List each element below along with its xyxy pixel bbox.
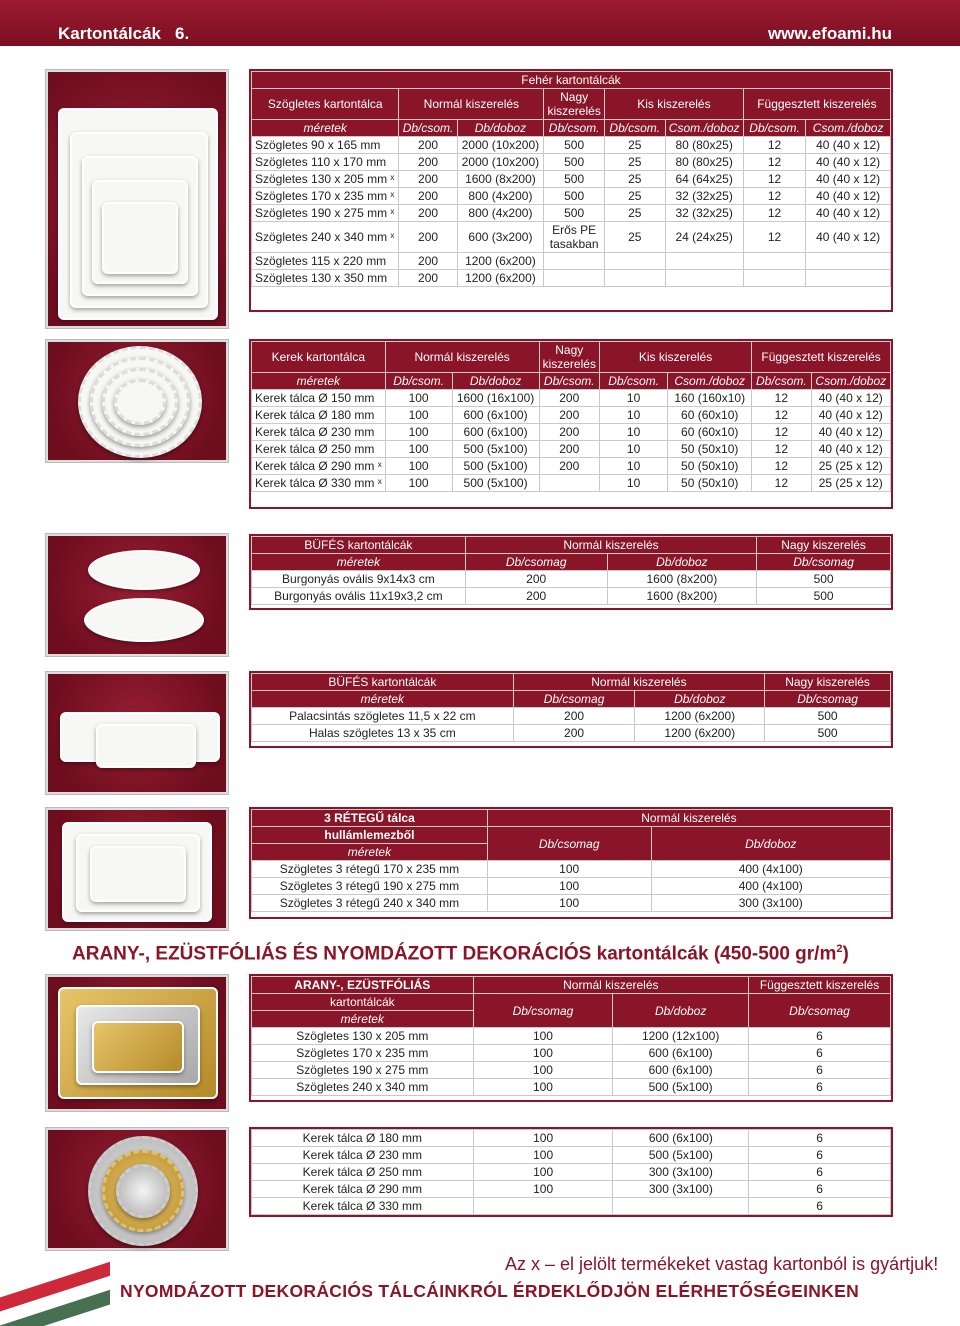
col-header: Db/doboz (613, 994, 749, 1028)
value-cell: 800 (4x200) (457, 188, 544, 205)
col-group-header: Nagy kiszerelés (539, 342, 599, 373)
product-size-cell: Szögletes 90 x 165 mm (252, 137, 399, 154)
value-cell: 100 (473, 1181, 613, 1198)
page-number: 6. (175, 24, 190, 43)
col-header: Db/csomag (513, 691, 635, 708)
col-header: Db/csomag (473, 994, 613, 1028)
col-header: Csom./doboz (806, 120, 891, 137)
value-cell: 200 (399, 171, 457, 188)
value-cell: 12 (743, 222, 805, 253)
value-cell: 100 (473, 1164, 613, 1181)
product-size-cell: Szögletes 130 x 350 mm (252, 270, 399, 287)
value-cell: 100 (487, 895, 651, 912)
col-group-header: Kerek kartontálca (252, 342, 386, 373)
value-cell: 200 (513, 708, 635, 725)
value-cell: 600 (6x100) (613, 1062, 749, 1079)
col-header: Csom./doboz (811, 373, 890, 390)
col-header: méretek (252, 554, 466, 571)
col-group-header: Normál kiszerelés (473, 977, 748, 994)
product-size-cell: Kerek tálca Ø 230 mm (252, 424, 386, 441)
value-cell: 500 (544, 137, 605, 154)
value-cell: 500 (5x100) (613, 1079, 749, 1096)
footer-contact-text: NYOMDÁZOTT DEKORÁCIÓS TÁLCÁINKRÓL ÉRDEKLŐDJÖN ELÉRHETŐSÉGEINKEN (120, 1281, 860, 1301)
value-cell: 50 (50x10) (668, 458, 752, 475)
value-cell: 25 (605, 137, 665, 154)
col-group-header: Szögletes kartontálca (252, 89, 399, 120)
table-bufe-oval (251, 536, 891, 605)
table-row (252, 188, 891, 205)
value-cell: 25 (605, 222, 665, 253)
value-cell: 12 (743, 205, 805, 222)
value-cell: 80 (80x25) (665, 137, 743, 154)
value-cell: 1200 (6x200) (457, 253, 544, 270)
product-size-cell: Szögletes 110 x 170 mm (252, 154, 399, 171)
table-gold-rect (251, 976, 891, 1096)
value-cell: 40 (40 x 12) (811, 407, 890, 424)
value-cell: 6 (749, 1198, 891, 1215)
value-cell: 100 (473, 1147, 613, 1164)
table-row (252, 407, 891, 424)
value-cell: 50 (50x10) (668, 441, 752, 458)
section-title: ARANY-, EZÜSTFÓLIÁS ÉS NYOMDÁZOTT DEKORÁCIÓS kartontálcák (450-500 $gr/m^2$) (72, 943, 849, 965)
value-cell: 200 (539, 390, 599, 407)
page-header (0, 0, 960, 46)
product-size-cell: Szögletes 170 x 235 mm ˣ (252, 188, 399, 205)
col-group-header: BÜFÉS kartontálcák (252, 537, 466, 554)
col-group-header: Kis kiszerelés (605, 89, 744, 120)
value-cell: 100 (487, 861, 651, 878)
table-row (252, 1079, 891, 1096)
value-cell: 25 (605, 188, 665, 205)
value-cell: 200 (465, 588, 607, 605)
value-cell: 80 (80x25) (665, 154, 743, 171)
col-header: méretek (252, 1011, 474, 1028)
value-cell: 1200 (6x200) (457, 270, 544, 287)
col-header: Db/doboz (457, 120, 544, 137)
thick-carton-note: Az x – el jelölt termékeket vastag kartonból is gyártjuk! (505, 1254, 939, 1274)
value-cell: 2000 (10x200) (457, 154, 544, 171)
value-cell: 10 (599, 475, 667, 492)
value-cell: 100 (385, 424, 452, 441)
table-row (252, 708, 891, 725)
value-cell: 1600 (8x200) (457, 171, 544, 188)
value-cell (544, 253, 605, 270)
photo-gold-silver-plates (46, 1128, 228, 1250)
col-header: méretek (252, 373, 386, 390)
value-cell: 12 (743, 188, 805, 205)
product-size-cell: Kerek tálca Ø 250 mm (252, 441, 386, 458)
value-cell: 10 (599, 424, 667, 441)
col-header: Db/csom. (599, 373, 667, 390)
value-cell: 500 (765, 725, 891, 742)
table-row (252, 270, 891, 287)
value-cell: 12 (752, 407, 811, 424)
value-cell: 200 (399, 270, 457, 287)
value-cell: 200 (465, 571, 607, 588)
col-header: Db/doboz (452, 373, 539, 390)
product-size-cell: Burgonyás ovális 11x19x3,2 cm (252, 588, 466, 605)
product-size-cell: Kerek tálca Ø 180 mm (252, 407, 386, 424)
product-size-cell: Kerek tálca Ø 180 mm (252, 1130, 474, 1147)
value-cell: 40 (40 x 12) (811, 424, 890, 441)
value-cell: Erős PE tasakban (544, 222, 605, 253)
table-row (252, 154, 891, 171)
value-cell: 100 (385, 441, 452, 458)
product-size-cell: Kerek tálca Ø 290 mm ˣ (252, 458, 386, 475)
value-cell: 500 (544, 154, 605, 171)
value-cell: 100 (473, 1079, 613, 1096)
value-cell: 25 (25 x 12) (811, 475, 890, 492)
value-cell: 100 (473, 1130, 613, 1147)
col-header: Db/csom. (399, 120, 457, 137)
table-row (252, 1198, 891, 1215)
product-size-cell: Szögletes 190 x 275 mm (252, 1062, 474, 1079)
value-cell: 6 (749, 1028, 891, 1045)
value-cell: 40 (40 x 12) (806, 171, 891, 188)
value-cell: 300 (3x100) (651, 895, 890, 912)
product-size-cell: Szögletes 3 rétegű 190 x 275 mm (252, 878, 488, 895)
col-header: Db/csom. (385, 373, 452, 390)
table-row (252, 205, 891, 222)
value-cell: 600 (6x100) (452, 407, 539, 424)
value-cell: 100 (385, 390, 452, 407)
value-cell: 500 (757, 588, 891, 605)
table-row (252, 171, 891, 188)
table-row (252, 137, 891, 154)
photo-oval-trays (46, 534, 228, 656)
product-size-cell: Palacsintás szögletes 11,5 x 22 cm (252, 708, 514, 725)
value-cell: 100 (385, 407, 452, 424)
product-size-cell: Szögletes 130 x 205 mm (252, 1028, 474, 1045)
value-cell: 200 (399, 205, 457, 222)
col-header: méretek (252, 844, 488, 861)
value-cell: 1200 (6x200) (635, 708, 765, 725)
product-size-cell: Szögletes 130 x 205 mm ˣ (252, 171, 399, 188)
table-caption: Fehér kartontálcák (252, 72, 891, 89)
value-cell: 200 (399, 253, 457, 270)
table-3-layer (251, 809, 891, 912)
table-row (252, 1164, 891, 1181)
value-cell: 400 (4x100) (651, 861, 890, 878)
col-header: Db/csom. (605, 120, 665, 137)
value-cell: 200 (539, 441, 599, 458)
value-cell: 6 (749, 1045, 891, 1062)
product-size-cell: Kerek tálca Ø 150 mm (252, 390, 386, 407)
col-group-header: Normál kiszerelés (513, 674, 764, 691)
col-group-header: Nagy kiszerelés (544, 89, 605, 120)
value-cell: 200 (539, 424, 599, 441)
value-cell (613, 1198, 749, 1215)
value-cell: 200 (399, 154, 457, 171)
table-row (252, 222, 891, 253)
value-cell: 600 (6x100) (613, 1045, 749, 1062)
table-row (252, 861, 891, 878)
product-size-cell: Kerek tálca Ø 330 mm ˣ (252, 475, 386, 492)
value-cell: 6 (749, 1164, 891, 1181)
table-subtitle: hullámlemezből (252, 827, 488, 844)
col-group-header: BÜFÉS kartontálcák (252, 674, 514, 691)
value-cell: 200 (399, 137, 457, 154)
value-cell: 1200 (6x200) (635, 725, 765, 742)
photo-rectangular-trays (46, 70, 228, 328)
value-cell (743, 270, 805, 287)
value-cell: 40 (40 x 12) (806, 154, 891, 171)
col-header: Csom./doboz (665, 120, 743, 137)
value-cell: 200 (539, 407, 599, 424)
table-row (252, 1045, 891, 1062)
col-header: méretek (252, 120, 399, 137)
col-header: méretek (252, 691, 514, 708)
value-cell: 600 (6x100) (452, 424, 539, 441)
value-cell: 50 (50x10) (668, 475, 752, 492)
table-row (252, 253, 891, 270)
value-cell: 500 (5x100) (452, 458, 539, 475)
col-group-header: Függesztett kiszerelés (743, 89, 890, 120)
value-cell (605, 253, 665, 270)
table-row (252, 424, 891, 441)
value-cell: 12 (752, 458, 811, 475)
col-group-header: Normál kiszerelés (465, 537, 756, 554)
table-white-rect (251, 71, 891, 287)
table-row (252, 1147, 891, 1164)
value-cell: 500 (5x100) (452, 475, 539, 492)
col-group-header: Függesztett kiszerelés (749, 977, 891, 994)
value-cell: 600 (3x200) (457, 222, 544, 253)
table-row (252, 725, 891, 742)
value-cell: 300 (3x100) (613, 1181, 749, 1198)
value-cell: 2000 (10x200) (457, 137, 544, 154)
product-size-cell: Szögletes 240 x 340 mm ˣ (252, 222, 399, 253)
value-cell: 12 (752, 390, 811, 407)
value-cell: 100 (473, 1062, 613, 1079)
table-title: 3 RÉTEGŰ tálca (252, 810, 488, 827)
value-cell: 1600 (8x200) (607, 571, 757, 588)
product-size-cell: Burgonyás ovális 9x14x3 cm (252, 571, 466, 588)
value-cell: 25 (25 x 12) (811, 458, 890, 475)
value-cell: 10 (599, 407, 667, 424)
col-group-header: Nagy kiszerelés (765, 674, 891, 691)
table-row (252, 1130, 891, 1147)
product-size-cell: Szögletes 240 x 340 mm (252, 1079, 474, 1096)
value-cell: 100 (385, 475, 452, 492)
col-group-header: Normál kiszerelés (385, 342, 539, 373)
value-cell: 25 (605, 205, 665, 222)
value-cell: 6 (749, 1062, 891, 1079)
photo-round-plates (46, 340, 228, 462)
value-cell (743, 253, 805, 270)
product-size-cell: Szögletes 3 rétegű 170 x 235 mm (252, 861, 488, 878)
value-cell: 6 (749, 1147, 891, 1164)
table-row (252, 895, 891, 912)
col-header: Db/csom. (752, 373, 811, 390)
value-cell (665, 270, 743, 287)
value-cell: 100 (385, 458, 452, 475)
table-round-plates (251, 341, 891, 492)
photo-3-layer-trays (46, 808, 228, 930)
value-cell: 300 (3x100) (613, 1164, 749, 1181)
value-cell: 40 (40 x 12) (811, 390, 890, 407)
value-cell: 25 (605, 171, 665, 188)
value-cell: 400 (4x100) (651, 878, 890, 895)
value-cell: 40 (40 x 12) (806, 205, 891, 222)
header-title: Kartontálcák (58, 24, 161, 43)
value-cell: 500 (544, 171, 605, 188)
product-size-cell: Szögletes 3 rétegű 240 x 340 mm (252, 895, 488, 912)
table-row (252, 1028, 891, 1045)
value-cell: 10 (599, 441, 667, 458)
table-row (252, 458, 891, 475)
value-cell: 500 (757, 571, 891, 588)
table-gold-round (251, 1129, 891, 1215)
table-row (252, 1062, 891, 1079)
value-cell: 12 (743, 137, 805, 154)
value-cell: 500 (765, 708, 891, 725)
value-cell: 100 (473, 1045, 613, 1062)
value-cell: 200 (399, 188, 457, 205)
value-cell: 100 (487, 878, 651, 895)
col-group-header: Kis kiszerelés (599, 342, 751, 373)
value-cell: 12 (752, 424, 811, 441)
value-cell (473, 1198, 613, 1215)
value-cell: 160 (160x10) (668, 390, 752, 407)
value-cell: 60 (60x10) (668, 407, 752, 424)
value-cell: 40 (40 x 12) (806, 137, 891, 154)
value-cell (544, 270, 605, 287)
value-cell: 6 (749, 1181, 891, 1198)
value-cell: 12 (743, 171, 805, 188)
col-header: Db/csomag (465, 554, 607, 571)
table-bufe-rect (251, 673, 891, 742)
table-row (252, 571, 891, 588)
hungarian-flag-decoration (0, 1258, 110, 1326)
col-group-header: Normál kiszerelés (487, 810, 890, 827)
product-size-cell: Kerek tálca Ø 250 mm (252, 1164, 474, 1181)
value-cell: 800 (4x200) (457, 205, 544, 222)
value-cell: 60 (60x10) (668, 424, 752, 441)
product-size-cell: Szögletes 190 x 275 mm ˣ (252, 205, 399, 222)
product-size-cell: Szögletes 115 x 220 mm (252, 253, 399, 270)
value-cell: 600 (6x100) (613, 1130, 749, 1147)
value-cell: 10 (599, 458, 667, 475)
table-title: ARANY-, EZÜSTFÓLIÁS (252, 977, 474, 994)
value-cell: 10 (599, 390, 667, 407)
value-cell (665, 253, 743, 270)
website-url[interactable]: www.efoami.hu (767, 24, 892, 43)
value-cell: 40 (40 x 12) (806, 188, 891, 205)
col-group-header: Normál kiszerelés (399, 89, 544, 120)
col-header: Db/doboz (651, 827, 890, 861)
value-cell (806, 270, 891, 287)
col-group-header: Függesztett kiszerelés (752, 342, 891, 373)
col-header: Db/csomag (757, 554, 891, 571)
col-header: Db/csom. (539, 373, 599, 390)
col-header: Db/doboz (607, 554, 757, 571)
value-cell: 12 (752, 441, 811, 458)
value-cell: 100 (473, 1028, 613, 1045)
col-group-header: Nagy kiszerelés (757, 537, 891, 554)
value-cell: 200 (399, 222, 457, 253)
table-row (252, 441, 891, 458)
value-cell: 6 (749, 1079, 891, 1096)
col-header: Db/csomag (487, 827, 651, 861)
table-subtitle: kartontálcák (252, 994, 474, 1011)
product-size-cell: Szögletes 170 x 235 mm (252, 1045, 474, 1062)
value-cell: 32 (32x25) (665, 188, 743, 205)
product-size-cell: Kerek tálca Ø 330 mm (252, 1198, 474, 1215)
col-header: Db/csom. (743, 120, 805, 137)
product-size-cell: Kerek tálca Ø 230 mm (252, 1147, 474, 1164)
table-row (252, 475, 891, 492)
value-cell: 500 (5x100) (452, 441, 539, 458)
value-cell: 25 (605, 154, 665, 171)
col-header: Db/csom. (544, 120, 605, 137)
col-header: Db/csomag (749, 994, 891, 1028)
value-cell: 200 (539, 458, 599, 475)
value-cell: 1600 (16x100) (452, 390, 539, 407)
table-row (252, 878, 891, 895)
product-size-cell: Halas szögletes 13 x 35 cm (252, 725, 514, 742)
col-header: Csom./doboz (668, 373, 752, 390)
value-cell: 1200 (12x100) (613, 1028, 749, 1045)
value-cell: 64 (64x25) (665, 171, 743, 188)
value-cell: 200 (513, 725, 635, 742)
value-cell (806, 253, 891, 270)
table-row (252, 588, 891, 605)
value-cell: 24 (24x25) (665, 222, 743, 253)
value-cell: 40 (40 x 12) (811, 441, 890, 458)
table-row (252, 390, 891, 407)
value-cell: 12 (743, 154, 805, 171)
value-cell (605, 270, 665, 287)
value-cell: 1600 (8x200) (607, 588, 757, 605)
value-cell: 500 (544, 188, 605, 205)
value-cell: 32 (32x25) (665, 205, 743, 222)
value-cell: 500 (5x100) (613, 1147, 749, 1164)
value-cell: 40 (40 x 12) (806, 222, 891, 253)
value-cell: 12 (752, 475, 811, 492)
col-header: Db/csomag (765, 691, 891, 708)
table-row (252, 1181, 891, 1198)
col-header: Db/doboz (635, 691, 765, 708)
value-cell: 500 (544, 205, 605, 222)
photo-buffet-trays (46, 672, 228, 794)
value-cell (539, 475, 599, 492)
photo-gold-silver-trays (46, 975, 228, 1111)
product-size-cell: Kerek tálca Ø 290 mm (252, 1181, 474, 1198)
value-cell: 6 (749, 1130, 891, 1147)
